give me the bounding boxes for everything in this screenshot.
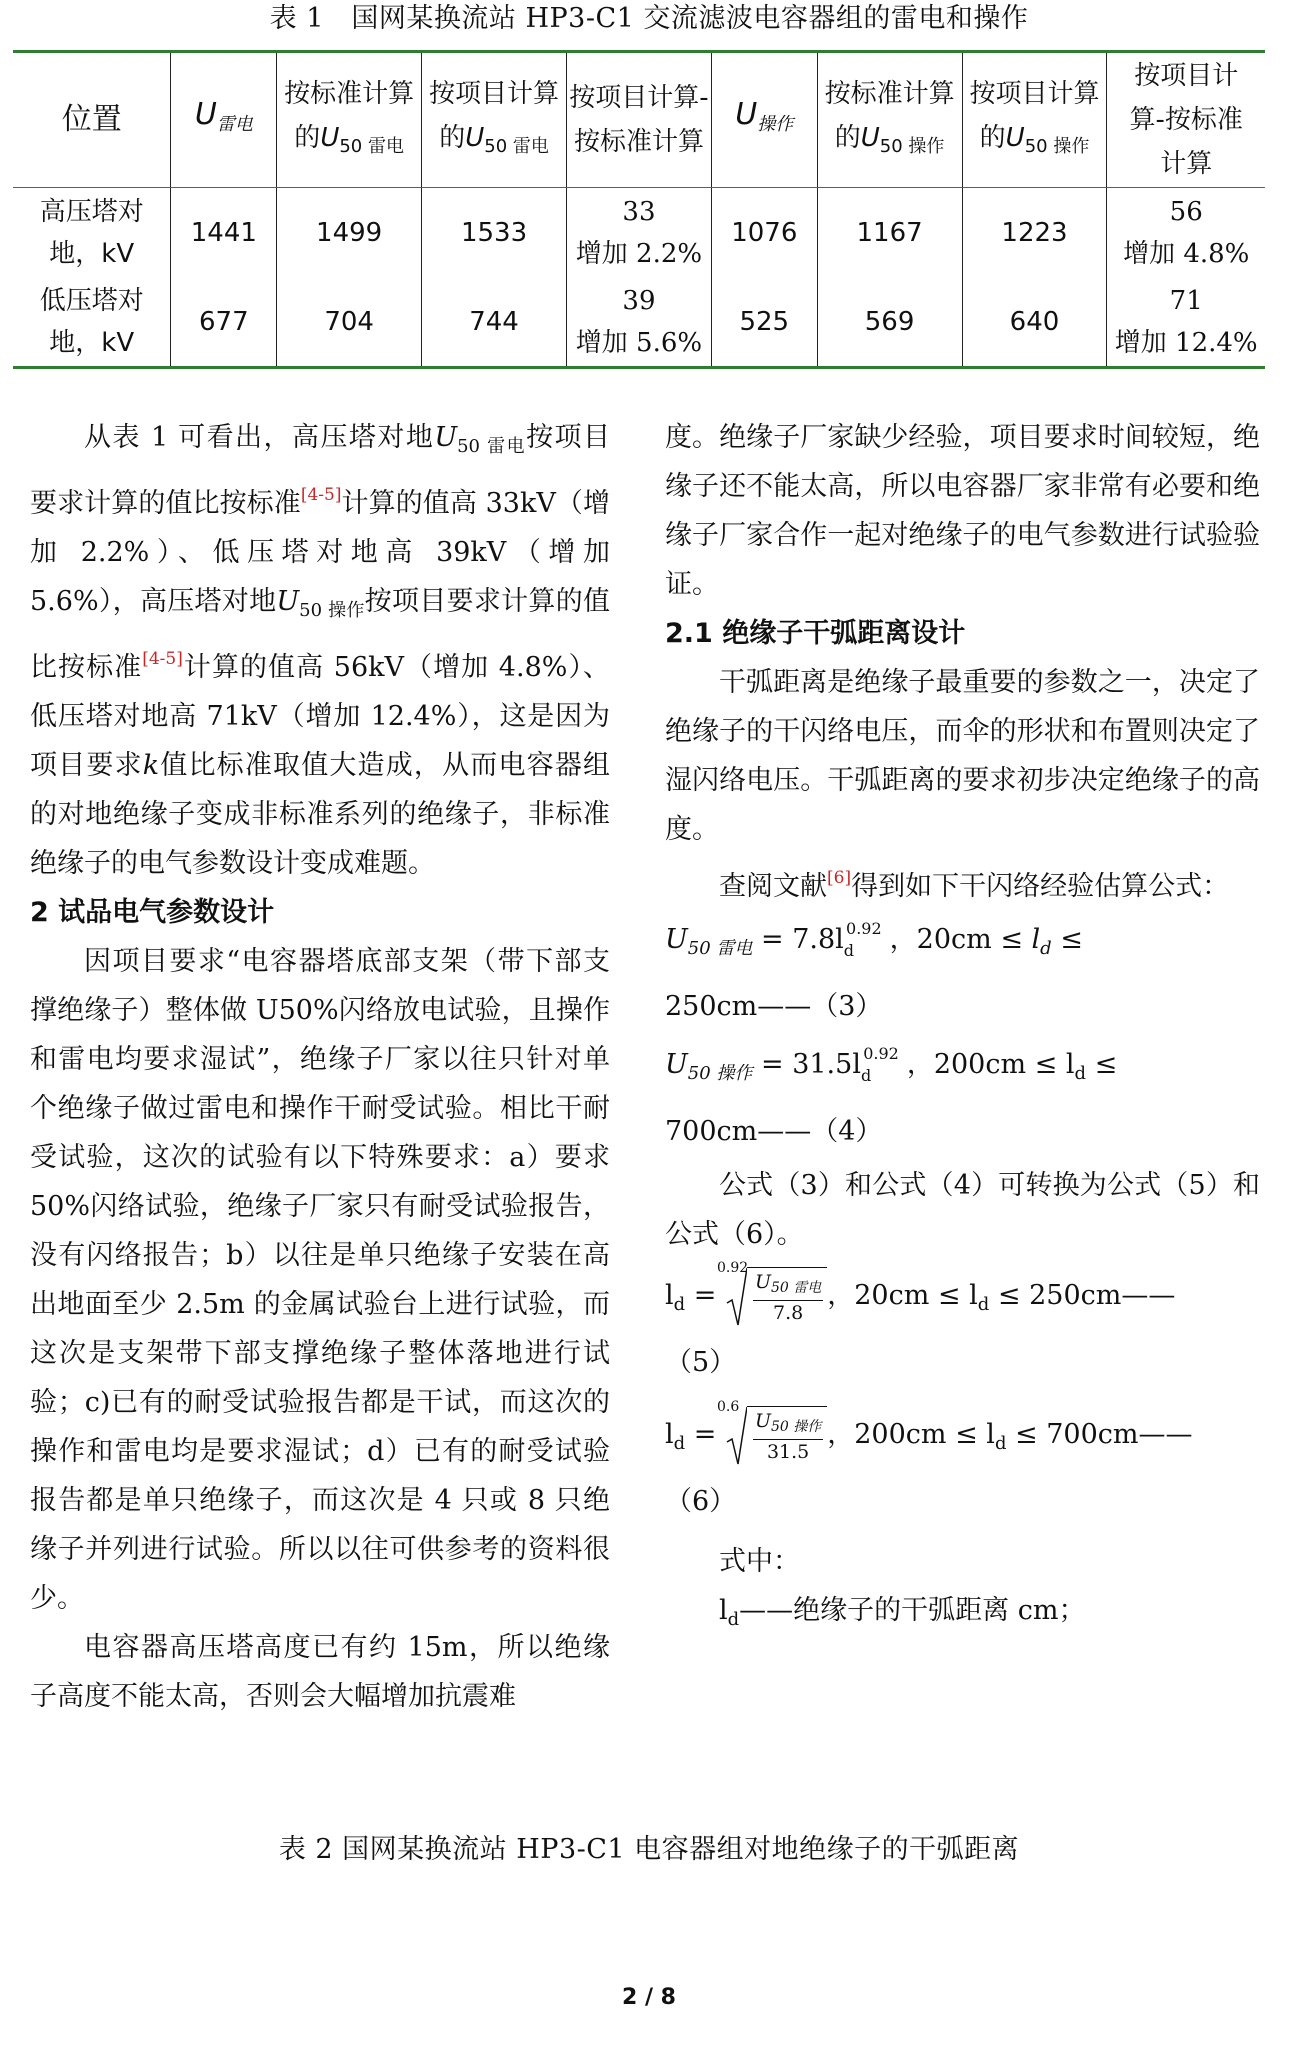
paragraph: 查阅文献[6]得到如下干闪络经验估算公式：	[719, 868, 1230, 902]
cell-prj-lightning: 744	[422, 278, 567, 368]
citation-link[interactable]: [6]	[827, 868, 852, 888]
table1-header-row	[13, 52, 1265, 188]
row-position: 高压塔对 地，kV	[39, 196, 144, 269]
cell-prj-switching: 640	[962, 278, 1107, 368]
cell-prj-lightning: 1533	[422, 188, 567, 278]
cell-prj-switching: 1223	[962, 188, 1107, 278]
header-prj-switching: 按项目计算 的$U_{50 操作}$	[962, 52, 1107, 188]
header-diff-lightning: 按项目计算- 按标准计算	[567, 52, 712, 188]
paragraph: 电容器高压塔高度已有约 15m，所以绝缘子高度不能太高，否则会大幅增加抗震难	[30, 1632, 610, 1712]
radical: 0.6 $\frac{U_{50 操作}}{31.5}$	[725, 1406, 827, 1465]
paragraph: 从表 1 可看出，高压塔对地$U_{50 雷电}$按项目要求计算的值比按标准[4-5]计算的值高 33kV（增加 2.2%）、低压塔对地高 39kV（增加 5.6%），高压塔对地$U_{50 操作}$按项目要求计算的值比按标准[4-5]计算的值高 56kV（增加 4.8%）、低压塔对地高 71kV（增加 12.4%），这是因为项目要求k值比标准取值大造成，从而电容器组的对地绝缘子变成非标准系列的绝缘子，非标准绝缘子的电气参数设计变成难题。	[30, 422, 611, 879]
citation-link[interactable]: [4-5]	[142, 649, 183, 669]
paragraph: 因项目要求“电容器塔底部支架（带下部支撑绝缘子）整体做 U50%闪络放电试验，且操作和雷电均要求湿试”，绝缘子厂家以往只针对单个绝缘子做过雷电和操作干耐受试验。相比干耐受试验，这次的试验有以下特殊要求：a）要求 50%闪络试验，绝缘子厂家只有耐受试验报告，没有闪络报告；b）以往是单只绝缘子安装在高出地面至少 2.5m 的金属试验台上进行试验，而这次是支架带下部支撑绝缘子整体落地进行试验；c)已有的耐受试验报告都是干试，而这次的操作和雷电均是要求湿试；d）已有的耐受试验报告都是单只绝缘子，而这次是 4 只或 8 只绝缘子并列进行试验。所以以往可供参考的资料很少。	[30, 946, 610, 1614]
cell-std-lightning: 1499	[277, 188, 422, 278]
equation-4: $U_{50 操作} = 31.5ld0.92$ ，$200cm \le l_d$ ≤ 700cm——（4）	[665, 1044, 1118, 1147]
cell-diff-switching: 56 增加 4.8%	[1107, 188, 1265, 278]
equation-6: $l_d$ = 0.6 $\frac{U_{50 操作}}{31.5}$ ，$200cm \le l_d$ ≤ 700cm—— （6）	[665, 1399, 1193, 1517]
cell-u-lightning: 677	[171, 278, 277, 368]
cell-u-switching: 1076	[711, 188, 817, 278]
page-number: 2 / 8	[622, 1985, 676, 2010]
header-std-switching: 按标准计算 的$U_{50 操作}$	[817, 52, 962, 188]
table-row	[13, 188, 1265, 278]
radical: 0.92 $\frac{U_{50 雷电}}{7.8}$	[725, 1267, 827, 1326]
cell-u-lightning: 1441	[171, 188, 277, 278]
header-u-switching: $U_{操作}$	[711, 52, 817, 188]
equation-5: $l_d$ = 0.92 $\frac{U_{50 雷电}}{7.8}$ ，$20cm \le l_d$ ≤ 250cm—— （5）	[665, 1260, 1176, 1378]
row-position: 低压塔对 地，kV	[39, 285, 144, 358]
table1	[13, 50, 1265, 369]
paragraph: 式中：	[719, 1546, 800, 1577]
paragraph: $l_d——$绝缘子的干弧距离 cm；	[719, 1595, 1086, 1630]
section-heading: 2 试品电气参数设计	[30, 897, 275, 928]
table2-caption: 表 2 国网某换流站 HP3-C1 电容器组对地绝缘子的干弧距离	[278, 1834, 1020, 1865]
table1-caption: 表 1 国网某换流站 HP3-C1 交流滤波电容器组的雷电和操作	[269, 3, 1029, 34]
paragraph: 公式（3）和公式（4）可转换为公式（5）和公式（6）。	[665, 1170, 1260, 1250]
equation-3: $U_{50 雷电} = 7.8ld0.92$ ，$20cm \le l_d$ ≤ 250cm——（3）	[665, 919, 1083, 1022]
header-u-lightning: $U_{雷电}$	[171, 52, 277, 188]
subsection-heading: 2.1 绝缘子干弧距离设计	[665, 618, 966, 649]
cell-diff-switching: 71 增加 12.4%	[1107, 278, 1265, 368]
header-std-lightning: 按标准计算 的$U_{50 雷电}$	[277, 52, 422, 188]
left-column	[30, 413, 610, 1721]
table-row	[13, 278, 1265, 368]
paragraph: 干弧距离是绝缘子最重要的参数之一，决定了绝缘子的干闪络电压，而伞的形状和布置则决定了湿闪络电压。干弧距离的要求初步决定绝缘子的高度。	[665, 667, 1260, 845]
cell-u-switching: 525	[711, 278, 817, 368]
header-diff-switching: 按项目计 算-按标准 计算	[1107, 52, 1265, 188]
header-position: 位置	[13, 52, 171, 188]
cell-std-lightning: 704	[277, 278, 422, 368]
cell-std-switching: 1167	[817, 188, 962, 278]
header-prj-lightning: 按项目计算 的$U_{50 雷电}$	[422, 52, 567, 188]
cell-diff-lightning: 39 增加 5.6%	[567, 278, 712, 368]
citation-link[interactable]: [4-5]	[300, 485, 342, 505]
paragraph: 度。绝缘子厂家缺少经验，项目要求时间较短，绝缘子还不能太高，所以电容器厂家非常有必要和绝缘子厂家合作一起对绝缘子的电气参数进行试验验证。	[665, 422, 1260, 600]
right-column	[665, 413, 1260, 1644]
cell-diff-lightning: 33 增加 2.2%	[567, 188, 712, 278]
cell-std-switching: 569	[817, 278, 962, 368]
